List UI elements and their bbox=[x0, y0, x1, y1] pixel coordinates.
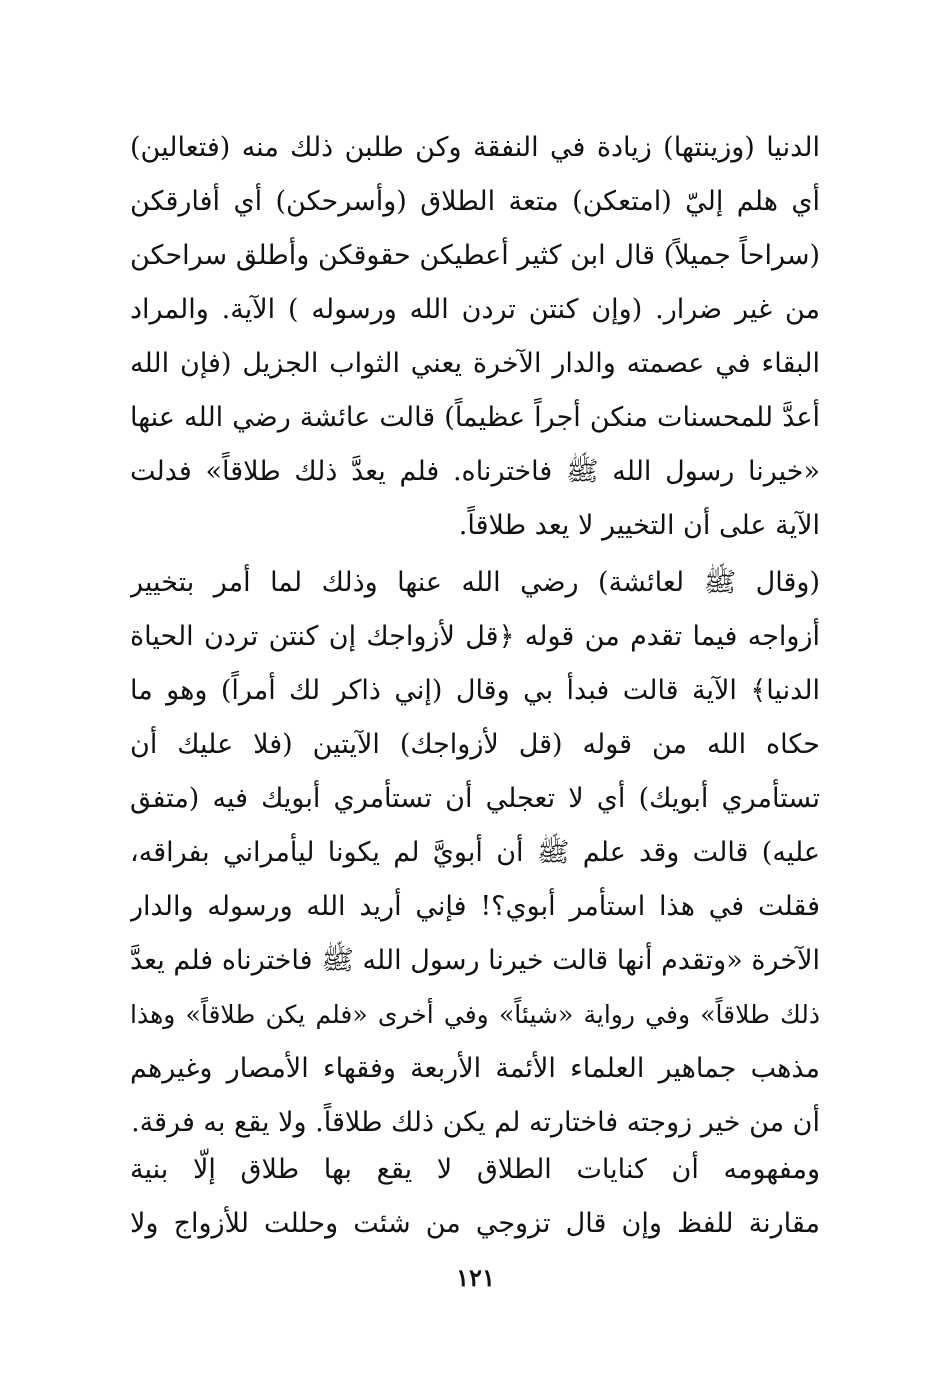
paragraph-1 bbox=[130, 121, 820, 553]
page-number: ١٢١ bbox=[456, 1263, 495, 1292]
text-line: مقارنة للفظ وإن قال تزوجي من شئت وحللت للأزواج ولا bbox=[130, 1208, 820, 1239]
text-line: أن من خير زوجته فاختارته لم يكن ذلك طلاقاً. ولا يقع به فرقة. bbox=[131, 1107, 820, 1138]
text-line: ومفهومه أن كنايات الطلاق لا يقع بها طلاق إلّا بنية bbox=[130, 1154, 820, 1185]
text-line: فقلت في هذا استأمر أبوي؟! فإني أريد الله ورسوله والدار bbox=[130, 891, 820, 922]
text-line: ذلك طلاقاً» وفي رواية «شيئاً» وفي أخرى «فلم يكن طلاقاً» وهذا bbox=[130, 1000, 820, 1029]
text-line: مذهب جماهير العلماء الأئمة الأربعة وفقهاء الأمصار وغيرهم bbox=[130, 1053, 820, 1084]
text-line: البقاء في عصمته والدار الآخرة يعني الثواب الجزيل (فإن الله bbox=[130, 348, 820, 379]
text-line: الدنيا (وزينتها) زيادة في النفقة وكن طلبن ذلك منه (فتعالين) bbox=[130, 132, 820, 163]
text-line: عليه) قالت وقد علم ﷺ أن أبويَّ لم يكونا ليأمراني بفراقه، bbox=[130, 837, 820, 868]
text-line: الآخرة «وتقدم أنها قالت خيرنا رسول الله ﷺ فاخترناه فلم يعدَّ bbox=[130, 945, 820, 976]
text-line: تستأمري أبويك) أي لا تعجلي أن تستأمري أبويك فيه (متفق bbox=[130, 783, 820, 814]
text-line: (وقال ﷺ لعائشة) رضي الله عنها وذلك لما أمر بتخيير bbox=[130, 567, 820, 598]
text-line: أي هلم إليّ (امتعكن) متعة الطلاق (وأسرحكن) أي أفارقكن bbox=[130, 186, 820, 217]
text-line: من غير ضرار. (وإن كنتن تردن الله ورسوله ) الآية. والمراد bbox=[130, 294, 820, 325]
text-line: حكاه الله من قوله (قل لأزواجك) الآيتين (فلا عليك أن bbox=[130, 729, 820, 760]
text-line: (سراحاً جميلاً) قال ابن كثير أعطيكن حقوقكن وأطلق سراحكن bbox=[130, 240, 820, 271]
paragraph-2 bbox=[130, 556, 820, 1150]
text-line: الدنيا﴾ الآية قالت فبدأ بي وقال (إني ذاكر لك أمراً) وهو ما bbox=[130, 675, 820, 706]
text-line: الآية على أن التخيير لا يعد طلاقاً. bbox=[458, 510, 820, 541]
paragraph-3 bbox=[130, 1143, 820, 1251]
text-line: أعدَّ للمحسنات منكن أجراً عظيماً) قالت عائشة رضي الله عنها bbox=[130, 402, 820, 433]
text-line: أزواجه فيما تقدم من قوله ﴿قل لأزواجك إن كنتن تردن الحياة bbox=[130, 621, 820, 652]
text-line: «خيرنا رسول الله ﷺ فاخترناه. فلم يعدَّ ذلك طلاقاً» فدلت bbox=[130, 456, 820, 487]
